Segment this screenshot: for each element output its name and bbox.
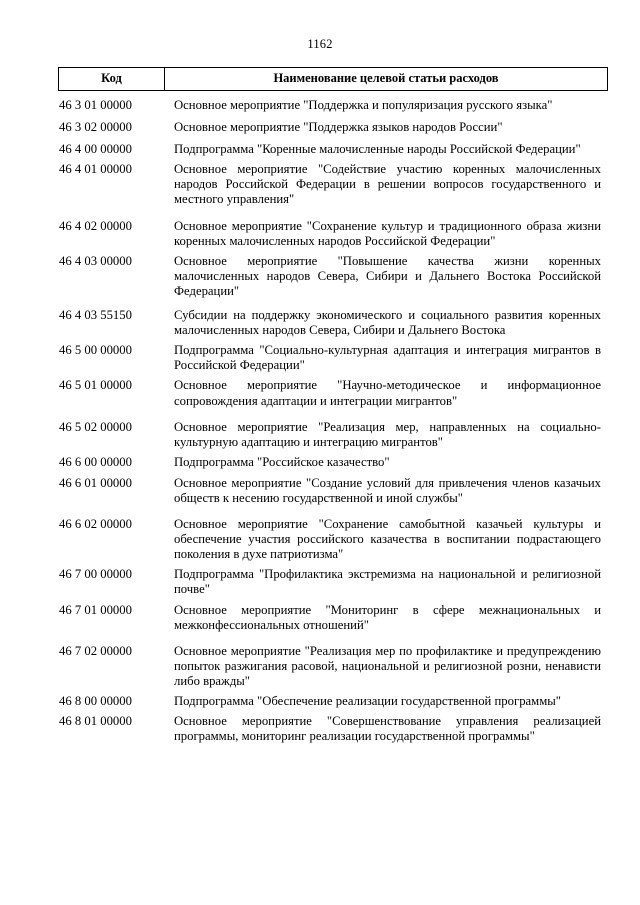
table-header	[58, 67, 608, 91]
row-name: Основное мероприятие "Реализация мер, направленных на социально-культурную адаптацию и интеграцию мигрантов"	[174, 419, 601, 449]
row-code: 46 3 01 00000	[59, 98, 132, 112]
row-name: Основное мероприятие "Реализация мер по профилактике и предупреждению попыток разжигания расовой, национальной и религиозной розни, ненависти либо вражды"	[174, 643, 601, 688]
table-row	[58, 120, 608, 135]
row-name: Основное мероприятие "Мониторинг в сфере межнациональных и межконфессиональных отношений"	[174, 602, 601, 632]
row-name: Основное мероприятие "Поддержка языков народов России"	[174, 120, 503, 135]
row-name: Основное мероприятие "Сохранение культур и традиционного образа жизни коренных малочисленных народов Российской Федерации"	[174, 218, 601, 248]
row-name: Подпрограмма "Коренные малочисленные народы Российской Федерации"	[174, 142, 581, 157]
row-code: 46 5 00 00000	[59, 343, 132, 358]
row-name: Основное мероприятие "Повышение качества жизни коренных малочисленных народов Севера, Сибири и Дальнего Востока Российской Федерации"	[174, 253, 601, 298]
row-name: Подпрограмма "Социально-культурная адаптация и интеграция мигрантов в Российской Федерации"	[174, 343, 601, 373]
table-row	[58, 254, 608, 299]
row-code: 46 3 02 00000	[59, 120, 132, 135]
row-name: Подпрограмма "Профилактика экстремизма на национальной и религиозной почве"	[174, 567, 601, 597]
row-code: 46 8 01 00000	[59, 714, 132, 729]
header-code: Код	[59, 68, 165, 90]
table-row	[58, 603, 608, 633]
row-name: Подпрограмма "Обеспечение реализации государственной программы"	[174, 694, 561, 708]
row-name: Основное мероприятие "Научно-методическое и информационное сопровождения адаптации и интеграции мигрантов"	[174, 378, 601, 408]
row-code: 46 7 02 00000	[59, 643, 132, 658]
table-row	[58, 343, 608, 373]
row-code: 46 7 01 00000	[59, 602, 132, 617]
row-code: 46 4 02 00000	[59, 218, 132, 233]
table-row	[58, 714, 608, 744]
row-code: 46 6 02 00000	[59, 517, 132, 532]
row-code: 46 4 03 00000	[59, 253, 132, 268]
row-code: 46 6 00 00000	[59, 454, 132, 469]
row-code: 46 4 00 00000	[59, 142, 132, 157]
page-number: 1162	[307, 37, 333, 51]
table-row	[58, 219, 608, 249]
table-row	[58, 378, 608, 408]
row-name: Основное мероприятие "Сохранение самобытной казачьей культуры и обеспечение участия российского казачества в воспитании подрастающего поколения в духе патриотизма"	[174, 517, 601, 562]
row-name: Основное мероприятие "Создание условий для привлечения членов казачьих обществ к несению государственной и иной службы"	[174, 475, 601, 505]
table-row	[58, 308, 608, 338]
budget-table	[58, 67, 608, 744]
table-row	[58, 644, 608, 689]
row-name: Основное мероприятие "Поддержка и популяризация русского языка"	[174, 98, 553, 112]
table-body	[58, 98, 608, 744]
row-name: Основное мероприятие "Совершенствование управления реализацией программы, мониторинг реализации государственной программы"	[174, 714, 601, 744]
header-name: Наименование целевой статьи расходов	[273, 71, 499, 85]
table-row	[58, 455, 608, 470]
row-code: 46 8 00 00000	[59, 694, 132, 708]
table-row	[58, 420, 608, 450]
row-code: 46 4 01 00000	[59, 162, 132, 177]
row-name: Субсидии на поддержку экономического и социального развития коренных малочисленных народов Севера, Сибири и Дальнего Востока	[174, 308, 601, 338]
row-name: Подпрограмма "Российское казачество"	[174, 454, 390, 469]
row-code: 46 5 02 00000	[59, 419, 132, 434]
table-row	[58, 694, 608, 709]
table-row	[58, 98, 608, 113]
table-row	[58, 517, 608, 562]
table-row	[58, 476, 608, 506]
row-code: 46 4 03 55150	[59, 308, 132, 323]
row-name: Основное мероприятие "Содействие участию коренных малочисленных народов Российской Федерации в решении вопросов государственного и местного управления"	[174, 162, 601, 207]
row-code: 46 6 01 00000	[59, 475, 132, 490]
table-row	[58, 162, 608, 207]
row-code: 46 7 00 00000	[59, 567, 132, 582]
row-code: 46 5 01 00000	[59, 378, 132, 393]
table-row	[58, 142, 608, 157]
table-row	[58, 567, 608, 597]
